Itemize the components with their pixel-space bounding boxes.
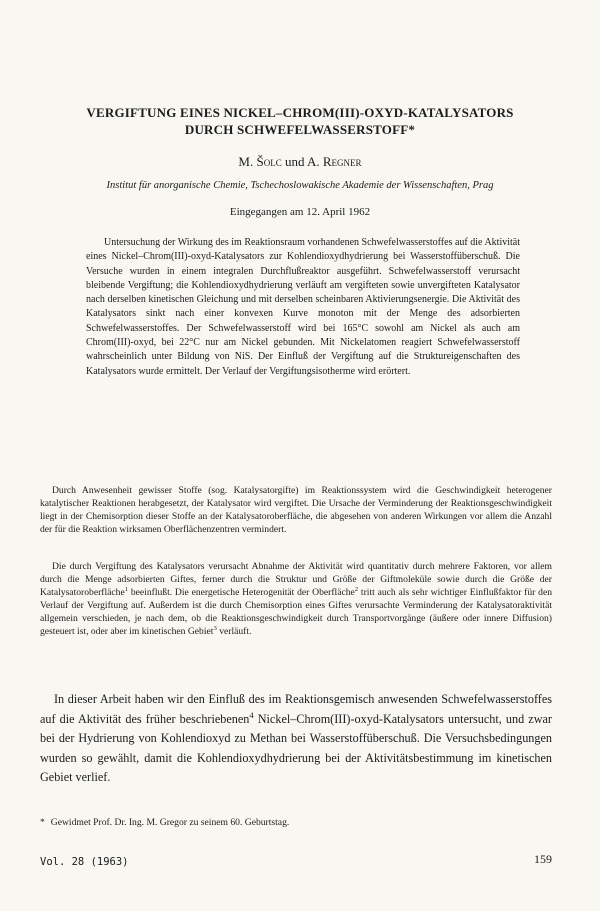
paragraph-3-text-a: In dieser Arbeit haben wir den Einfluß des im Reaktionsgemisch anwesenden Schwefelwasserstoffes auf die Aktivität des früher beschriebenen (40, 692, 552, 726)
author1-surname: Šolc (256, 154, 282, 169)
reference-3: 3 (213, 625, 217, 633)
paragraph-2 (40, 560, 552, 639)
paragraph-3-text-b: Nickel–Chrom(III)-oxyd-Katalysators untersucht, und zwar bei der Hydrierung von Kohlendioxyd zu Methan bei Wasserstoffüberschuß. Die Versuchsbedingungen wurden so gewählt, damit die Kohlendioxydhydrierung bei der Aktivitätsbestimmung im kinetischen Gebiet verlief. (40, 711, 552, 785)
page-number: 159 (534, 852, 552, 866)
footnote-text: Gewidmet Prof. Dr. Ing. M. Gregor zu seinem 60. Geburtstag. (50, 817, 290, 828)
footnote (40, 817, 552, 828)
paragraph-2-text-a: Die durch Vergiftung des Katalysators verursacht Abnahme der Aktivität wird quantitativ durch mehrere Faktoren, vor allem durch die Menge adsorbierten Giftes, ferner durch die Struktur und Größe der Giftmoleküle sowie durch die Größe der Katalysatoroberfläche (40, 561, 552, 599)
paragraph-2-text-c: tritt auch als sehr wichtiger Einflußfaktor für den Verlauf der Vergiftung auf. Außerdem ist die durch Chemisorption eines Giftes verursachte Verminderung der Katalysatoraktivität allgemein verschieden, je nach dem, ob die Reaktionsgeschwindigkeit durch Transportvorgänge (äußere oder innere Diffusion) gesteuert ist, oder aber im kinetischen Gebiet (40, 587, 553, 638)
author1-initial: M. (238, 154, 257, 169)
paragraph-2-text-b: beeinflußt. Die energetische Heterogenität der Oberfläche (128, 587, 355, 599)
title-line-1: VERGIFTUNG EINES NICKEL–CHROM(III)-OXYD-KATALYSATORS (86, 105, 514, 120)
volume-info: Vol. 28 (1963) (40, 856, 129, 868)
title-line-2: DURCH SCHWEFELWASSERSTOFF* (184, 122, 416, 137)
paragraph-3 (40, 690, 552, 788)
paragraph-2-text-d: verläuft. (216, 626, 252, 638)
reference-4: 4 (249, 709, 254, 720)
author2-surname: Regner (322, 154, 362, 169)
affiliation: Institut für anorganische Chemie, Tschechoslowakische Akademie der Wissenschaften, Prag (106, 180, 494, 191)
paragraph-1: Durch Anwesenheit gewisser Stoffe (sog. Katalysatorgifte) im Reaktionssystem wird die Geschwindigkeit heterogener katalytischer Reaktionen herabgesetzt, der Katalysator wird vergiftet. Die Ursache der Verminderung der Reaktionsgeschwindigkeit liegt in der Chemisorption dieser Stoffe an der Katalysatoroberfläche, die abgesehen von anderen Wirkungen vor allem die Anzahl der für die Reaktion wirksamen Oberflächenzentren vermindert. (40, 485, 552, 536)
author-line (40, 154, 560, 170)
abstract: Untersuchung der Wirkung des im Reaktionsraum vorhandenen Schwefelwasserstoffes auf die Aktivität eines Nickel–Chrom(III)-oxyd-Katalysators zur Kohlendioxydhydrierung bei Wasserstoffüberschuß. Die Versuche wurden in einem integralen Durchflußreaktor ausgeführt. Schwefelwasserstoff verursacht bleibende Vergiftung; die Kohlendioxydhydrierung verläuft am vergifteten sowie unvergifteten Katalysator nach derselben kinetischen Gleichung und mit derselben scheinbaren Aktivierungsenergie. Die Aktivität des Katalysators sinkt nach einer konvexen Kurve monoton mit der Menge des adsorbierten Schwefelwasserstoffes. Der Schwefelwasserstoff wird bei 165°C sowohl am Nickel als auch am Chrom(III)-oxyd, bei 22°C nur am Nickel gebunden. Mit Nickelatomen reagiert Schwefelwasserstoff wahrscheinlich unter Bildung von NiS. Der Einfluß der Vergiftung auf die Struktureigenschaften des Katalysators wurde ermittelt. Der Verlauf der Vergiftungsisotherme wird erörtert. (86, 237, 520, 377)
reference-1: 1 (124, 586, 129, 593)
footnote-mark: * (40, 817, 45, 828)
reference-2: 2 (354, 586, 359, 593)
author-conjunction: und A. (281, 154, 323, 169)
article-title (40, 104, 560, 138)
received-date: Eingegangen am 12. April 1962 (229, 206, 371, 218)
